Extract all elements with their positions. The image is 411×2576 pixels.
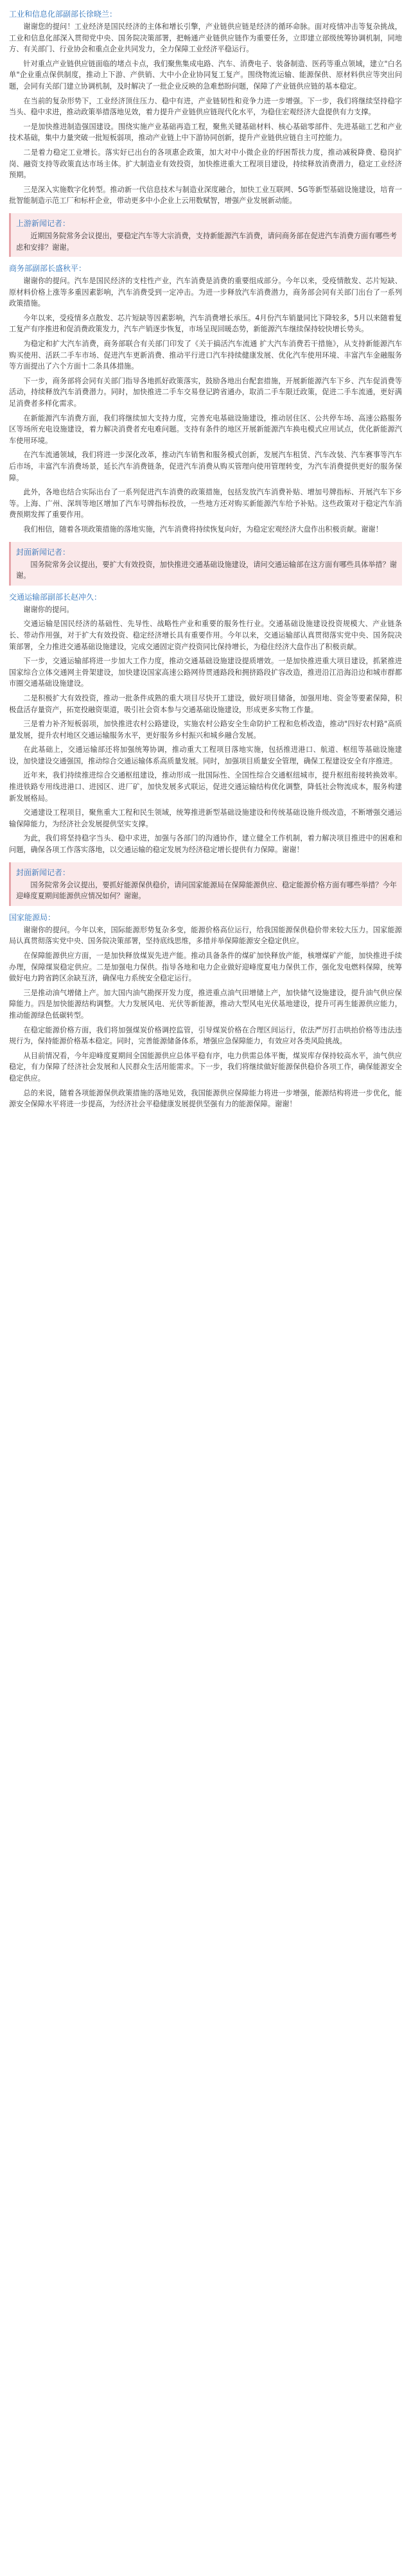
paragraph: 谢谢您的提问！工业经济是国民经济的主体和增长引擎，产业链供应链是经济的循环命脉。面对疫情冲击等复杂挑战，工业和信息化部深入贯彻党中央、国务院决策部署，把畅通产业链供应链作为重要任务，立即建立部级统筹协调机制，同地方、有关部门、行业协会和重点企业共同发力，全力保障工业经济平稳运行。 xyxy=(9,22,402,54)
speaker-answer-section xyxy=(9,9,402,118)
paragraph: 谢谢你的提问。汽车是国民经济的支柱性产业，汽车消费是消费的重要组成部分。今年以来，受疫情散发、芯片短缺、原材料价格上涨等多重因素影响，汽车消费受到一定冲击。为进一步释放汽车消费潜力，商务部会同有关部门出台了一系列政策措施。 xyxy=(9,277,402,308)
paragraph: 为此，我们将坚持稳字当头、稳中求进，加强与各部门的沟通协作，建立健全工作机制，着力解决项目推进中的困难和问题，确保各项工作落实落地，以交通运输的稳定发展为经济稳定增长提供有力保障。谢谢！ xyxy=(9,834,402,855)
speaker-name: 上游新闻记者： xyxy=(16,218,71,228)
paragraph: 三是推动油气增储上产。加大国内油气勘探开发力度，推进重点油气田增储上产，加快储气设施建设，提升油气供应保障能力。四是加快能源结构调整。大力发展风电、光伏等新能源，推动大型风电光伏基地建设，提升可再生能源供应能力，推动能源绿色低碳转型。 xyxy=(9,988,402,1020)
paragraph: 交通运输是国民经济的基础性、先导性、战略性产业和重要的服务性行业。交通基础设施建设投资规模大、产业链条长、带动作用强，对于扩大有效投资、稳定经济增长具有重要作用。今年以来，交通运输部认真贯彻落实党中央、国务院决策部署，全力推进交通基础设施建设，完成交通固定资产投资同比保持增长，为稳住经济大盘作出了积极贡献。 xyxy=(9,620,402,651)
paragraph: 在保障能源供应方面，一是加快释放煤炭先进产能。推动具备条件的煤矿加快释放产能，核增煤矿产能，加快推进手续办理，保障煤炭稳定供应。二是加强电力保供。指导各地和电力企业做好迎峰度夏电力保供工作，强化发电燃料保障，统筹做好电力跨省跨区余缺互济，确保电力系统安全稳定运行。 xyxy=(9,952,402,983)
speaker-name: 工业和信息化部副部长徐晓兰： xyxy=(9,10,118,19)
speaker-answer-section xyxy=(9,263,402,535)
speaker-answer-section xyxy=(9,912,402,1110)
reporter-question-box xyxy=(9,213,402,257)
paragraph: 国务院常务会议提出，要扩大有效投资，加快推进交通基础设施建设，请问交通运输部在这方面有哪些具体举措？谢谢。 xyxy=(16,560,397,580)
paragraph: 国务院常务会议提出，要抓好能源保供稳价，请问国家能源局在保障能源供应、稳定能源价格方面有哪些举措？今年迎峰度夏期间能源供应情况如何？谢谢。 xyxy=(16,880,397,901)
paragraph: 在汽车流通领域，我们将进一步深化改革，推动汽车销售和服务模式创新，发展汽车租赁、汽车改装、汽车赛事等汽车后市场，丰富汽车消费场景，延长汽车消费链条，促进汽车消费从购买管理向使用管理转变，为汽车消费提供更好的服务保障。 xyxy=(9,451,402,482)
reporter-question-box xyxy=(9,862,402,906)
paragraph: 针对重点产业链供应链面临的堵点卡点，我们聚焦集成电路、汽车、消费电子、装备制造、医药等重点领域，建立"白名单"企业重点保供制度，推动上下游、产供销、大中小企业协同复工复产。围绕物流运输、能源保供、原材料供应等突出问题，会同有关部门建立协调机制，及时解决了一批企业反映的急难愁盼问题，保障了产业链供应链的基本稳定。 xyxy=(9,59,402,91)
paragraph: 在此基础上，交通运输部还将加强统筹协调，推动重大工程项目落地实施，包括推进港口、航道、枢纽等基础设施建设，加快建设交通强国，推动综合交通运输体系高质量发展。同时，加强项目质量安全管理，确保工程建设安全有序推进。 xyxy=(9,745,402,765)
paragraph: 交通建设工程项目，聚焦重大工程和民生领域，统筹推进新型基础设施建设和传统基础设施升级改造，不断增强交通运输保障能力，为经济社会发展提供坚实支撑。 xyxy=(9,808,402,828)
paragraph: 三是着力补齐短板弱项，加快推进农村公路建设，实施农村公路安全生命防护工程和危桥改造，推动"四好农村路"高质量发展，提升农村地区交通运输服务水平，更好服务乡村振兴和城乡融合发展。 xyxy=(9,720,402,740)
speaker-name: 国家能源局： xyxy=(9,912,56,922)
reporter-question-box xyxy=(9,542,402,586)
paragraph: 谢谢你的提问。今年以来，国际能源形势复杂多变，能源价格高位运行，给我国能源保供稳价带来较大压力。国家能源局认真贯彻落实党中央、国务院决策部署，坚持底线思维，多措并举保障能源安全稳定供应。 xyxy=(9,925,402,946)
paragraph: 下一步，交通运输部将进一步加大工作力度，推动交通基础设施建设提质增效。一是加快推进重大项目建设，抓紧推进国家综合立体交通网主骨架建设，加快建设国家高速公路网待贯通路段和拥挤路段扩容改造，推进沿江沿海沿边和城市群都市圈交通基础设施建设。 xyxy=(9,657,402,688)
speaker-name: 封面新闻记者： xyxy=(16,867,71,877)
paragraph: 一是加快推进制造强国建设。围绕实施产业基础再造工程，聚焦关键基础材料、核心基础零部件、先进基础工艺和产业技术基础，集中力量突破一批短板弱项，推动产业链上中下游协同创新，提升产业链供应链自主可控能力。 xyxy=(9,122,402,143)
paragraph: 近期国务院常务会议提出，要稳定汽车等大宗消费，支持新能源汽车消费，请问商务部在促进汽车消费方面有哪些考虑和安排？谢谢。 xyxy=(16,231,397,252)
paragraph: 此外，各地也结合实际出台了一系列促进汽车消费的政策措施，包括发放汽车消费补贴、增加号牌指标、开展汽车下乡等。上海、广州、深圳等地区增加了汽车号牌指标投放，一些地方还对购买新能源汽车给予补贴。这些政策对于稳定汽车消费预期发挥了重要作用。 xyxy=(9,488,402,519)
paragraph: 近年来，我们持续推进综合交通枢纽建设，推动形成一批国际性、全国性综合交通枢纽城市，提升枢纽衔接转换效率。推进铁路专用线进港口、进园区、进厂矿，加快发展多式联运，促进交通运输结构优化调整，降低社会物流成本，服务构建新发展格局。 xyxy=(9,771,402,803)
paragraph: 从目前情况看，今年迎峰度夏期间全国能源供应总体平稳有序，电力供需总体平衡，煤炭库存保持较高水平，油气供应稳定，有力保障了经济社会发展和人民群众生活用能需求。下一步，我们将继续做好能源保供稳价各项工作，确保能源安全稳定供应。 xyxy=(9,1051,402,1083)
paragraph: 二是积极扩大有效投资，推动一批条件成熟的重大项目尽快开工建设，做好项目储备，加强用地、资金等要素保障，积极盘活存量资产，拓宽投融资渠道，吸引社会资本参与交通基础设施建设，形成更多实物工作量。 xyxy=(9,693,402,714)
paragraph: 为稳定和扩大汽车消费，商务部联合有关部门印发了《关于搞活汽车流通 扩大汽车消费若干措施》，从支持新能源汽车购买使用、活跃二手车市场、促进汽车更新消费、推动平行进口汽车持续健康发展、优化汽车使用环境、丰富汽车金融服务等方面提出了六个方面十二条具体措施。 xyxy=(9,340,402,371)
paragraph: 在新能源汽车消费方面，我们将继续加大支持力度，完善充电基础设施建设，推动居住区、公共停车场、高速公路服务区等场所充电设施建设，着力解决消费者充电难问题。支持有条件的地区开展新能源汽车换电模式应用试点，优化新能源汽车使用环境。 xyxy=(9,413,402,445)
paragraph: 在当前的复杂形势下，工业经济顶住压力、稳中有进，产业链韧性和竞争力进一步增强。下一步，我们将继续坚持稳字当头、稳中求进，推动政策举措落地见效，着力提升产业链供应链现代化水平，为稳住宏观经济大盘提供有力支撑。 xyxy=(9,96,402,117)
paragraph: 在稳定能源价格方面，我们将加强煤炭价格调控监管，引导煤炭价格在合理区间运行，依法严厉打击哄抬价格等违法违规行为，保持能源价格基本稳定。同时，完善能源储备体系，增强应急保障能力，有效应对各类风险挑战。 xyxy=(9,1025,402,1046)
speaker-name: 封面新闻记者： xyxy=(16,547,71,557)
speaker-answer-section xyxy=(9,121,402,207)
paragraph: 下一步，商务部将会同有关部门指导各地抓好政策落实，鼓励各地出台配套措施，开展新能源汽车下乡、汽车促消费等活动，持续释放汽车消费潜力。同时，加快推进二手车交易登记跨省通办，取消二手车限迁政策，促进二手车流通，更好满足消费者多样化需求。 xyxy=(9,376,402,408)
paragraph: 二是着力稳定工业增长。落实好已出台的各项惠企政策，加大对中小微企业的纾困帮扶力度，推动减税降费、稳岗扩岗、融资支持等政策直达市场主体。扩大制造业有效投资，加快推进重大工程项目建设，持续释放消费潜力，稳定工业经济预期。 xyxy=(9,148,402,180)
paragraph: 今年以来，受疫情多点散发、芯片短缺等因素影响，汽车消费增长承压。4月份汽车销量同比下降较多，5月以来随着复工复产有序推进和促消费政策发力，汽车产销逐步恢复，市场呈现回暖态势，新能源汽车继续保持较快增长势头。 xyxy=(9,313,402,334)
speaker-name: 交通运输部副部长赵冲久： xyxy=(9,592,102,602)
transcript-content xyxy=(9,9,402,1110)
paragraph: 总的来说，随着各项能源保供政策措施的落地见效，我国能源供应保障能力将进一步增强，能源结构将进一步优化，能源安全保障水平将进一步提高，为经济社会平稳健康发展提供坚强有力的能源保障。谢谢！ xyxy=(9,1088,402,1109)
paragraph: 谢谢你的提问。 xyxy=(23,605,74,614)
paragraph: 三是深入实施数字化转型。推动新一代信息技术与制造业深度融合，加快工业互联网、5G等新型基础设施建设，培育一批智能制造示范工厂和标杆企业，带动更多中小企业上云用数赋智，增强产业发展新动能。 xyxy=(9,185,402,205)
speaker-name: 商务部副部长盛秋平： xyxy=(9,264,87,274)
paragraph: 我们相信，随着各项政策措施的落地实施，汽车消费将持续恢复向好，为稳定宏观经济大盘作出积极贡献。谢谢！ xyxy=(23,525,383,534)
speaker-answer-section xyxy=(9,592,402,856)
